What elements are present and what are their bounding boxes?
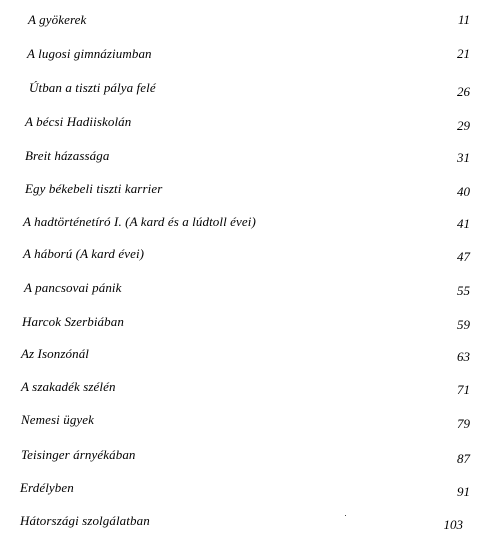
toc-entry-page: 79	[457, 416, 470, 431]
toc-entry-title: Nemesi ügyek	[21, 412, 95, 427]
toc-entry	[0, 12, 496, 32]
toc-entry	[0, 314, 496, 334]
toc-entry-title: Útban a tiszti pálya felé	[29, 80, 156, 95]
toc-entry	[0, 46, 496, 66]
toc-entry-title: A szakadék szélén	[21, 379, 116, 394]
toc-entry	[0, 346, 496, 366]
toc-entry-page: 63	[457, 349, 470, 364]
toc-entry-title: A pancsovai pánik	[24, 280, 122, 295]
toc-entry-page: 29	[457, 118, 470, 133]
toc-entry-title: A hadtörténetíró I. (A kard és a lúdtoll évei)	[23, 214, 256, 229]
toc-entry-page: 103	[443, 517, 463, 532]
toc-entry	[0, 412, 496, 432]
toc-entry-page: 26	[457, 84, 470, 99]
toc-entry	[0, 114, 496, 134]
toc-entry-page: 31	[457, 150, 470, 165]
toc-entry-title: Az Isonzónál	[21, 346, 90, 361]
toc-entry	[0, 513, 496, 533]
toc-entry-title: Teisinger árnyékában	[21, 447, 136, 462]
toc-entry-title: A háború (A kard évei)	[23, 246, 145, 261]
toc-entry-title: A gyökerek	[28, 12, 87, 27]
toc-entry-page: 87	[457, 451, 470, 466]
toc-entry	[0, 80, 496, 100]
toc-entry-title: A bécsi Hadiiskolán	[25, 114, 132, 129]
toc-entry	[0, 280, 496, 300]
toc-entry	[0, 181, 496, 201]
toc-entry-page: 21	[457, 46, 470, 61]
toc-entry-page: 71	[457, 382, 470, 397]
toc-entry-page: 11	[457, 12, 470, 27]
toc-entry-page: 55	[457, 283, 470, 298]
toc-entry-title: Hátországi szolgálatban	[20, 513, 150, 528]
toc-entry-page: 47	[457, 249, 470, 264]
toc-entry-page: 59	[457, 317, 470, 332]
toc-entry-title: Egy békebeli tiszti karrier	[25, 181, 163, 196]
toc-entry-title: Harcok Szerbiában	[22, 314, 124, 329]
toc-entry-title: Breit házassága	[25, 148, 110, 163]
toc-entry-title: Erdélyben	[20, 480, 74, 495]
toc-entry-title: A lugosi gimnáziumban	[27, 46, 152, 61]
toc-entry-page: 41	[457, 216, 470, 231]
toc-entry	[0, 379, 496, 399]
toc-entry	[0, 447, 496, 467]
toc-entry	[0, 214, 496, 234]
toc-entry	[0, 148, 496, 168]
toc-entry-page: 91	[457, 484, 470, 499]
toc-entry-page: 40	[457, 184, 470, 199]
toc-entry	[0, 246, 496, 266]
toc-entry	[0, 480, 496, 500]
scan-speck	[345, 515, 346, 516]
